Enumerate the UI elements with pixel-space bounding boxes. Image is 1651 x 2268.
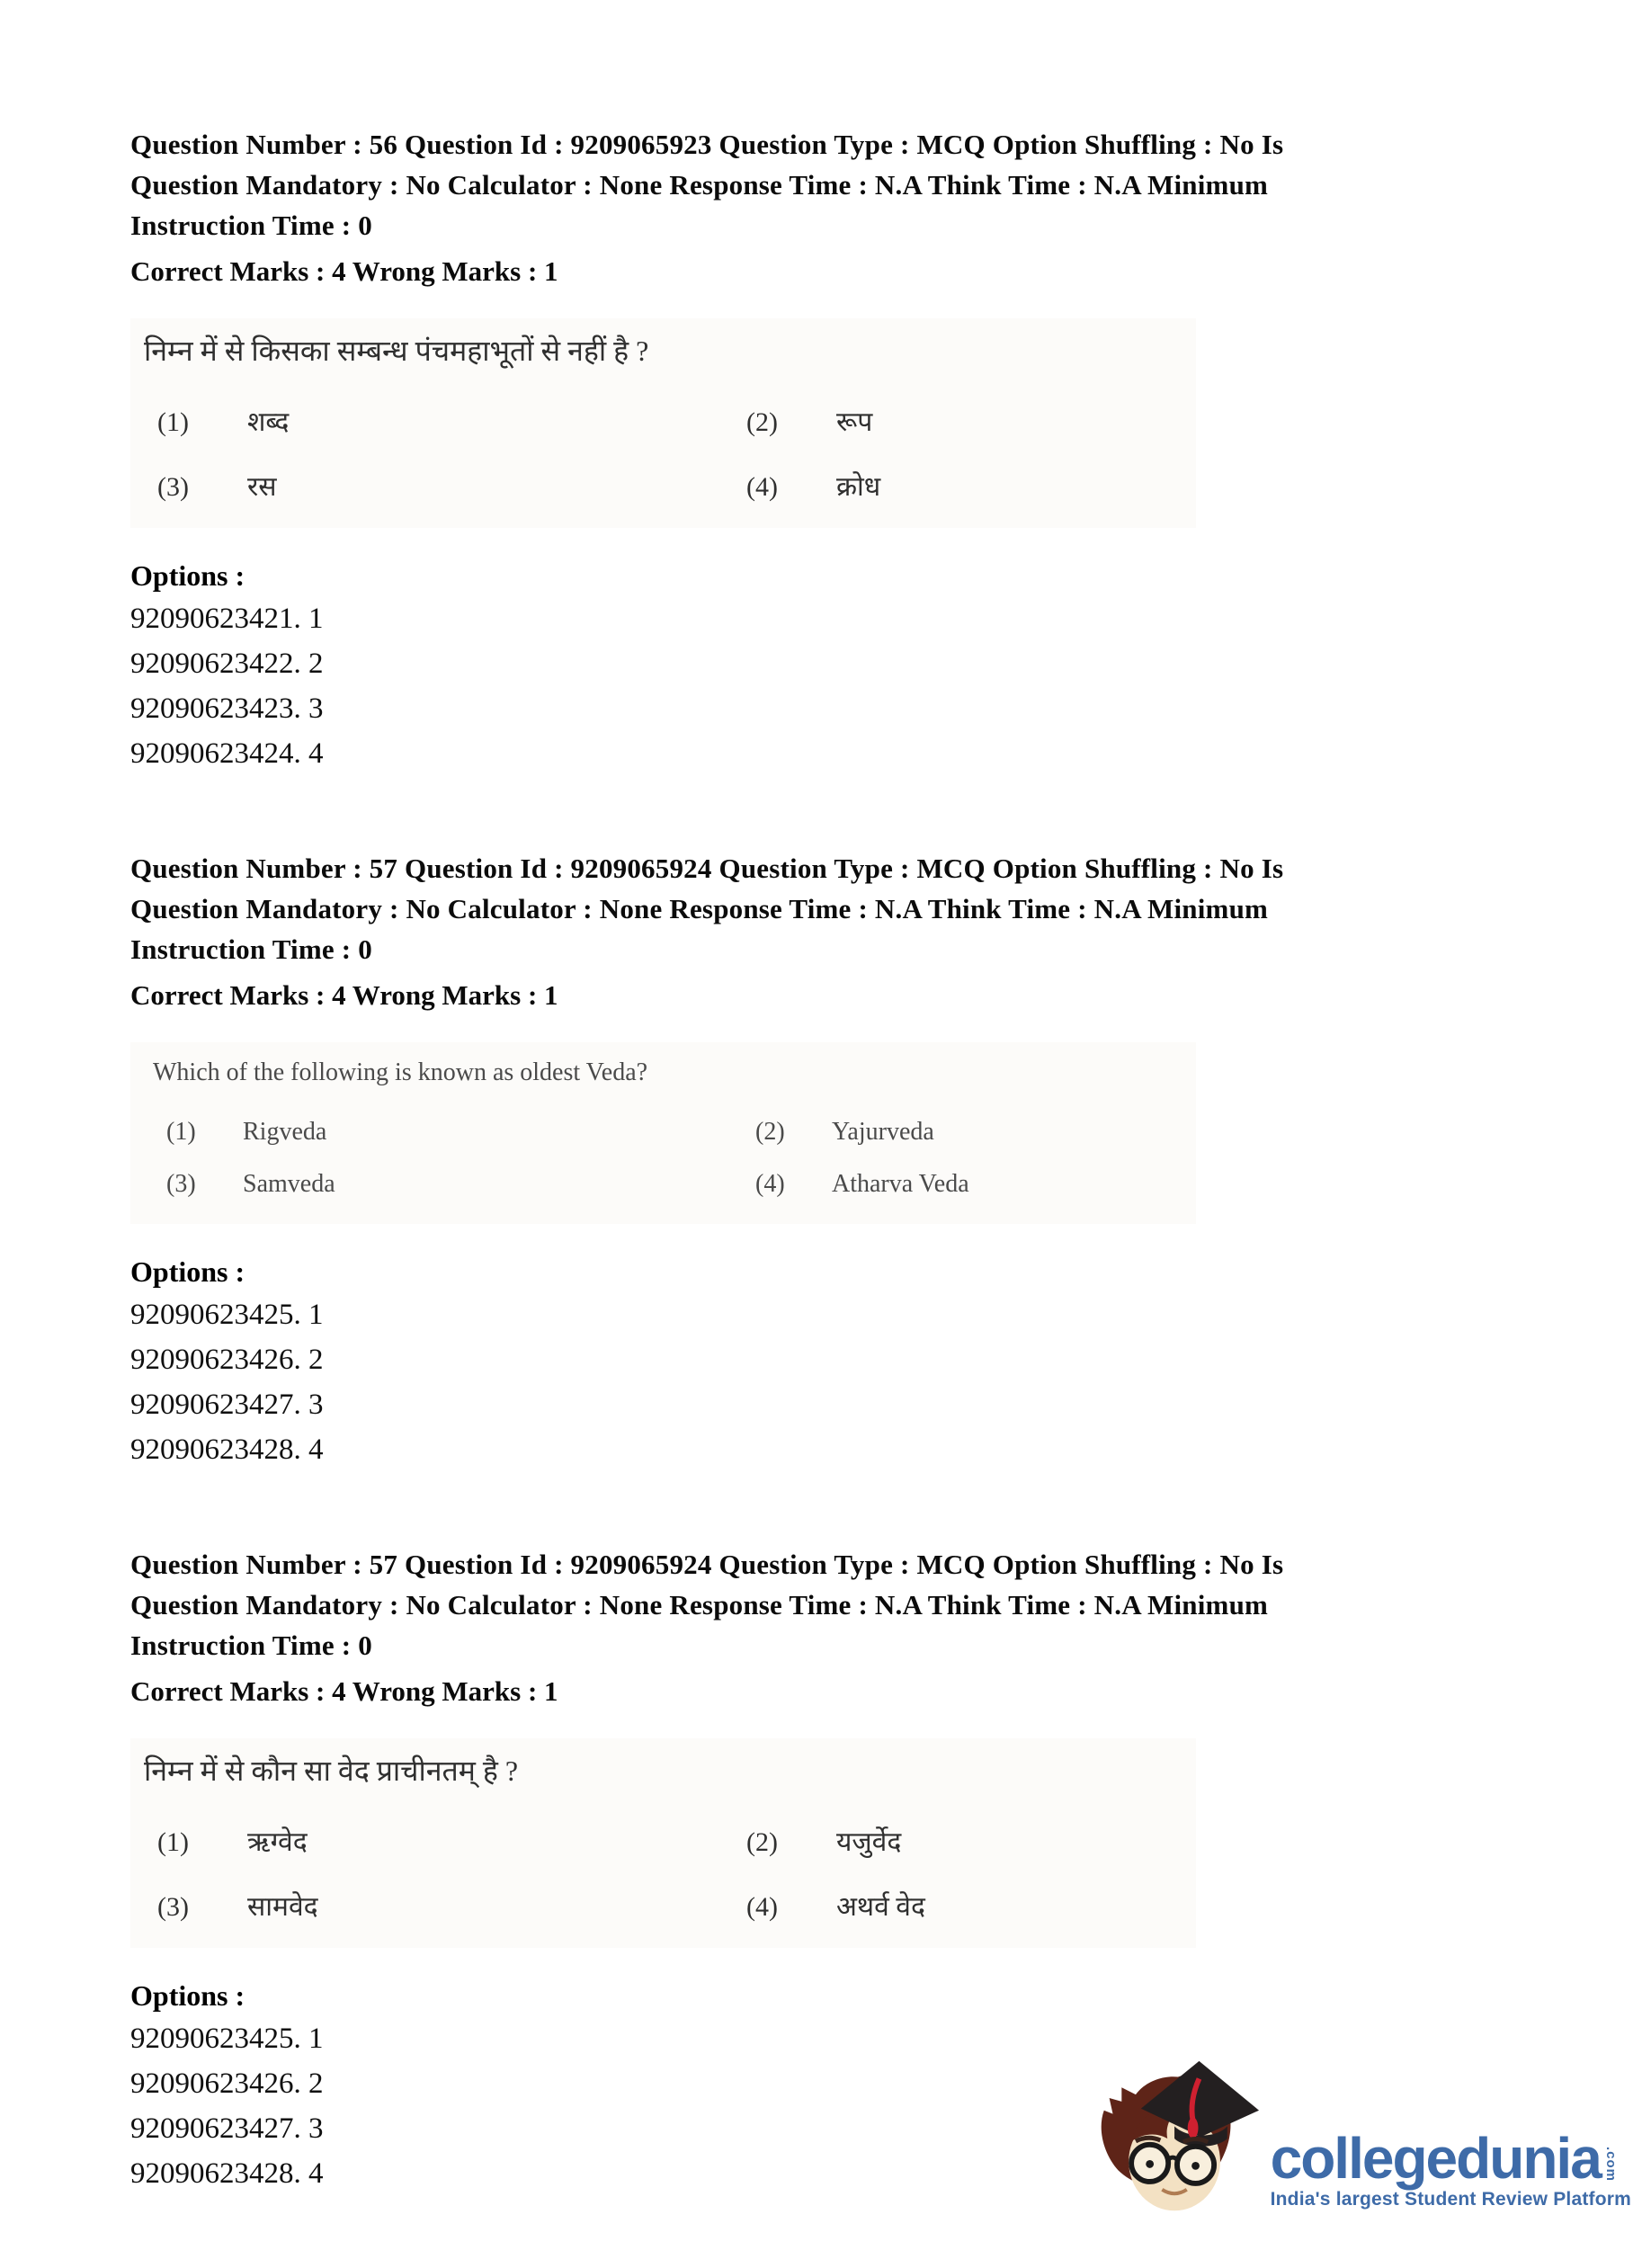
choice-option-3	[157, 1889, 746, 1926]
choice-option-1	[157, 404, 746, 442]
option-id: 92090623425. 1	[130, 2022, 324, 2055]
choice-number: (1)	[166, 1118, 196, 1146]
question-header-line: Question Number : 57 Question Id : 9209065924 Question Type : MCQ Option Shuffling : No Is	[130, 1549, 1284, 1580]
question-marks: Correct Marks : 4 Wrong Marks : 1	[130, 1675, 558, 1707]
choice-number: (4)	[755, 1170, 785, 1198]
choice-label: Rigveda	[243, 1118, 327, 1146]
question-text: निम्न में से किसका सम्बन्ध पंचमहाभूतों से नहीं है ?	[144, 335, 649, 367]
choices-grid	[157, 404, 1187, 506]
choice-label: अथर्व वेद	[836, 1892, 925, 1922]
choice-option-4	[746, 1889, 1187, 1926]
choice-number: (3)	[166, 1170, 196, 1198]
choice-option-2	[746, 1824, 1187, 1862]
question-header-line: Question Mandatory : No Calculator : None Response Time : N.A Think Time : N.A Minimum	[130, 169, 1269, 201]
choice-label: Samveda	[243, 1170, 335, 1198]
choice-number: (4)	[746, 472, 778, 502]
choices-grid	[157, 1824, 1187, 1926]
options-label: Options :	[130, 559, 245, 592]
choice-option-2	[746, 404, 1187, 442]
question-block-57-english	[130, 848, 1520, 1472]
option-id: 92090623423. 3	[130, 692, 324, 725]
document-page	[130, 124, 1520, 2268]
choice-label: Atharva Veda	[832, 1170, 969, 1198]
choice-label: Yajurveda	[832, 1118, 934, 1146]
choice-label: सामवेद	[247, 1892, 318, 1922]
choice-number: (2)	[755, 1118, 785, 1146]
question-marks: Correct Marks : 4 Wrong Marks : 1	[130, 979, 558, 1011]
question-block-56	[130, 124, 1520, 776]
collegedunia-tagline: India's largest Student Review Platform	[1270, 2189, 1631, 2210]
option-id: 92090623421. 1	[130, 603, 324, 635]
question-text: Which of the following is known as oldest Veda?	[153, 1058, 648, 1086]
question-header-line: Question Number : 57 Question Id : 9209065924 Question Type : MCQ Option Shuffling : No Is	[130, 853, 1284, 884]
choice-number: (4)	[746, 1892, 778, 1922]
question-marks: Correct Marks : 4 Wrong Marks : 1	[130, 255, 558, 287]
question-header-line: Instruction Time : 0	[130, 933, 372, 965]
choice-option-3	[157, 469, 746, 506]
option-id: 92090623426. 2	[130, 2067, 324, 2100]
question-header	[130, 1544, 1520, 1665]
question-header-line: Instruction Time : 0	[130, 1630, 372, 1661]
option-id: 92090623427. 3	[130, 2112, 324, 2145]
collegedunia-mascot-icon	[1084, 2056, 1269, 2223]
question-header	[130, 124, 1520, 246]
choice-label: शब्द	[247, 407, 290, 437]
option-id: 92090623425. 1	[130, 1299, 324, 1331]
choice-number: (1)	[157, 1827, 189, 1857]
question-header-line: Question Mandatory : No Calculator : None Response Time : N.A Think Time : N.A Minimum	[130, 1589, 1269, 1621]
options-label: Options :	[130, 1255, 245, 1288]
question-scan-image	[130, 1042, 1196, 1224]
option-id: 92090623424. 4	[130, 737, 324, 770]
options-label: Options :	[130, 1979, 245, 2012]
choice-number: (3)	[157, 472, 189, 502]
collegedunia-domain-suffix: .com	[1602, 2146, 1619, 2182]
choice-label: यजुर्वेद	[836, 1827, 902, 1857]
question-text: निम्न में से कौन सा वेद प्राचीनतम् है ?	[144, 1755, 519, 1787]
collegedunia-logo-text	[1270, 2125, 1631, 2223]
collegedunia-brand-name: collegedunia	[1270, 2125, 1601, 2191]
option-id: 92090623427. 3	[130, 1388, 324, 1421]
choice-number: (2)	[746, 407, 778, 437]
question-scan-image	[130, 1738, 1196, 1948]
option-id: 92090623428. 4	[130, 2157, 324, 2190]
question-header-line: Question Mandatory : No Calculator : None Response Time : N.A Think Time : N.A Minimum	[130, 893, 1269, 924]
collegedunia-logo[interactable]	[1084, 2056, 1631, 2223]
choice-option-4	[746, 469, 1187, 506]
choice-option-1	[157, 1824, 746, 1862]
option-id: 92090623426. 2	[130, 1344, 324, 1376]
choices-grid	[166, 1114, 1187, 1202]
option-id: 92090623422. 2	[130, 647, 324, 680]
question-header-line: Instruction Time : 0	[130, 210, 372, 241]
question-header	[130, 848, 1520, 969]
question-scan-image	[130, 318, 1196, 528]
choice-number: (2)	[746, 1827, 778, 1857]
choice-option-2	[755, 1114, 1187, 1150]
choice-option-3	[166, 1166, 755, 1202]
choice-number: (3)	[157, 1892, 189, 1922]
option-id: 92090623428. 4	[130, 1433, 324, 1466]
choice-label: रूप	[836, 407, 873, 437]
choice-label: ऋग्वेद	[247, 1827, 308, 1857]
choice-label: क्रोध	[836, 472, 881, 502]
choice-label: रस	[247, 472, 277, 502]
choice-option-1	[166, 1114, 755, 1150]
choice-option-4	[755, 1166, 1187, 1202]
choice-number: (1)	[157, 407, 189, 437]
question-header-line: Question Number : 56 Question Id : 9209065923 Question Type : MCQ Option Shuffling : No Is	[130, 129, 1284, 160]
